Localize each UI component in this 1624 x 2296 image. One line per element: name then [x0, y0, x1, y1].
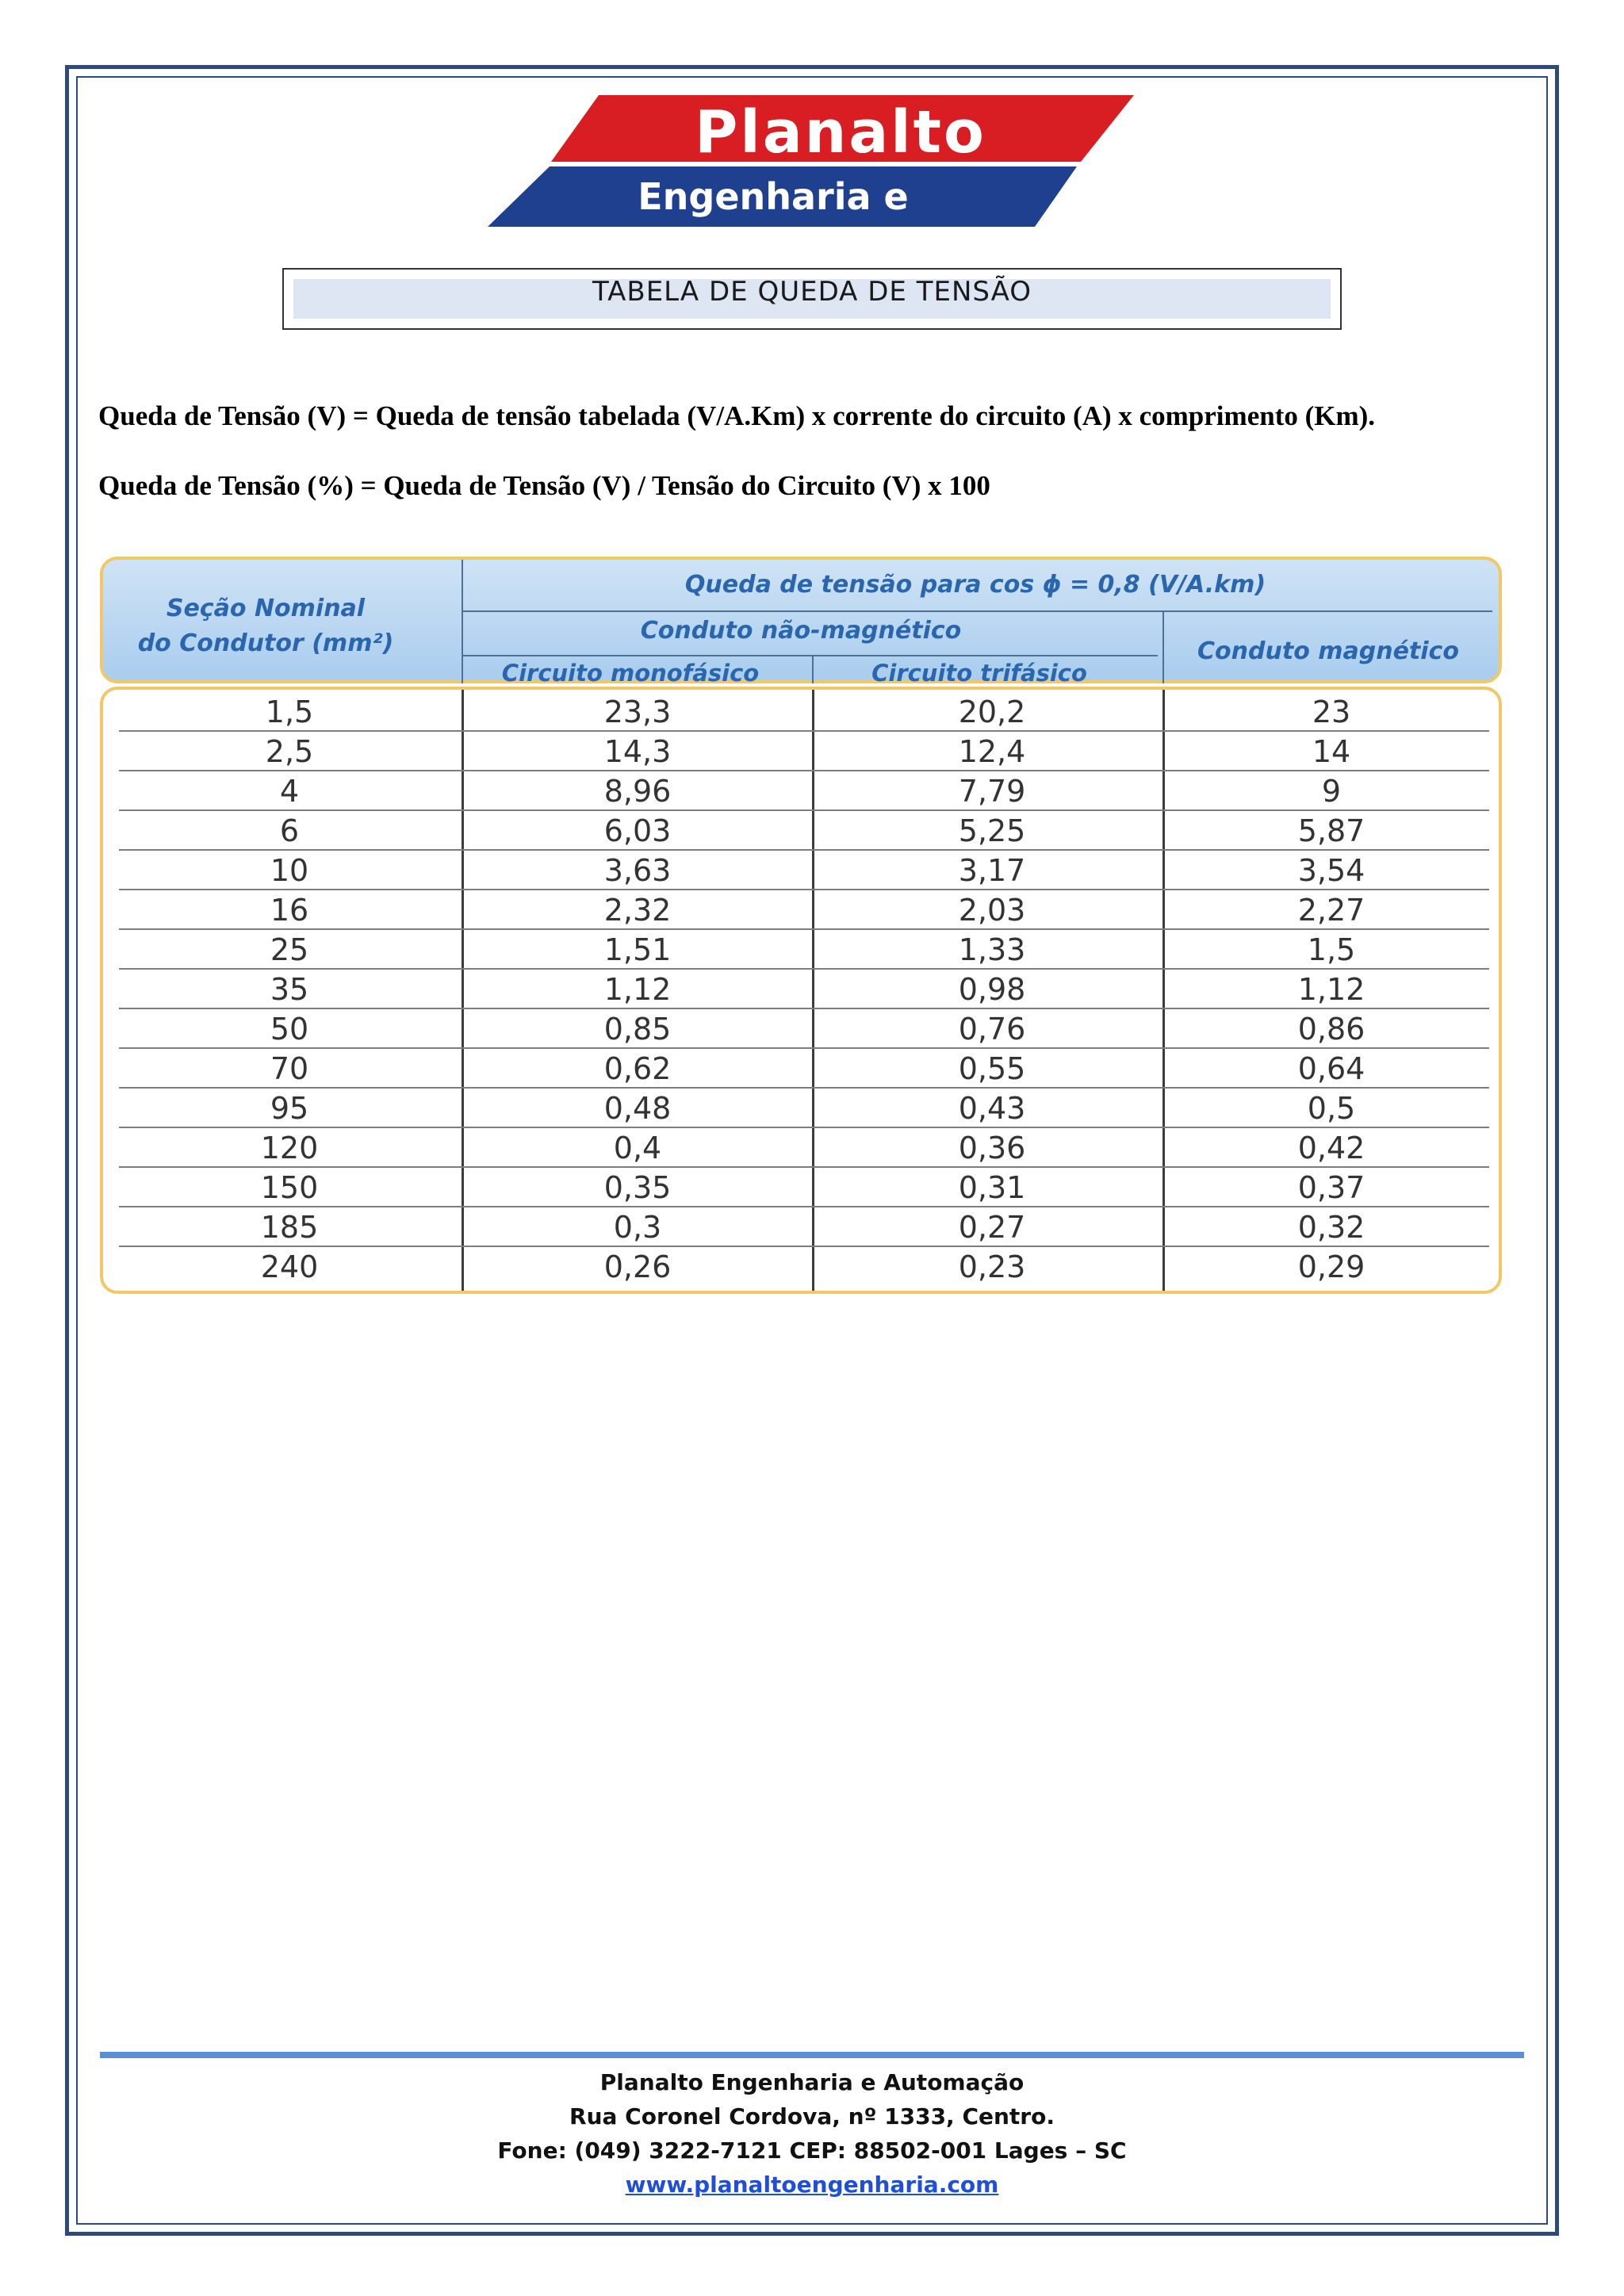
table-row: [119, 850, 1489, 890]
title-box: [282, 268, 1342, 330]
header-queda-tensao: Queda de tensão para cos ϕ = 0,8 (V/A.km): [684, 571, 1266, 599]
header-conduto-magnetico: Conduto magnético: [1197, 637, 1459, 665]
formula-voltage-drop-percent: Queda de Tensão (%) = Queda de Tensão (V) / Tensão do Circuito (V) x 100: [98, 470, 990, 501]
cell-monofasico: 0,3: [613, 1210, 662, 1245]
footer-company: Planalto Engenharia e Automação: [599, 2069, 1025, 2095]
cell-monofasico: 0,4: [613, 1131, 662, 1165]
cell-trifasico: 12,4: [958, 734, 1026, 769]
cell-secao: 240: [260, 1249, 319, 1284]
cell-secao: 35: [270, 972, 309, 1007]
footer-website-link[interactable]: www.planaltoengenharia.com: [625, 2172, 999, 2198]
cell-magnetico: 1,5: [1307, 932, 1356, 967]
cell-magnetico: 2,27: [1297, 893, 1365, 928]
cell-magnetico: 0,29: [1297, 1249, 1365, 1284]
header-secao-nominal: [127, 591, 404, 661]
cell-secao: 4: [279, 774, 300, 809]
cell-secao: 16: [270, 893, 309, 928]
cell-trifasico: 20,2: [958, 695, 1026, 729]
cell-monofasico: 0,85: [603, 1012, 672, 1047]
cell-magnetico: 9: [1321, 774, 1342, 809]
cell-magnetico: 0,32: [1297, 1210, 1365, 1245]
company-logo: [488, 95, 1138, 266]
cell-monofasico: 6,03: [603, 813, 672, 848]
table-row: [119, 929, 1489, 969]
cell-monofasico: 8,96: [603, 774, 672, 809]
cell-monofasico: 1,12: [603, 972, 672, 1007]
cell-trifasico: 0,43: [958, 1091, 1026, 1126]
cell-magnetico: 0,42: [1297, 1131, 1365, 1165]
header-divider: [462, 610, 1492, 612]
cell-secao: 25: [270, 932, 309, 967]
table-row: [119, 1207, 1489, 1246]
cell-magnetico: 1,12: [1297, 972, 1365, 1007]
cell-trifasico: 0,76: [958, 1012, 1026, 1047]
cell-monofasico: 23,3: [603, 695, 672, 729]
cell-secao: 120: [260, 1131, 319, 1165]
cell-trifasico: 0,31: [958, 1170, 1026, 1205]
cell-monofasico: 3,63: [603, 853, 672, 888]
table-row: [119, 969, 1489, 1008]
header-column-divider: [462, 560, 463, 683]
cell-secao: 185: [260, 1210, 319, 1245]
table-row: [119, 691, 1489, 731]
cell-secao: 95: [270, 1091, 309, 1126]
table-row: [119, 1246, 1489, 1286]
header-secao-line2: do Condutor (mm²): [137, 629, 394, 657]
cell-magnetico: 0,37: [1297, 1170, 1365, 1205]
cell-trifasico: 0,27: [958, 1210, 1026, 1245]
cell-magnetico: 23: [1312, 695, 1351, 729]
cell-monofasico: 14,3: [603, 734, 672, 769]
cell-monofasico: 0,35: [603, 1170, 672, 1205]
cell-trifasico: 2,03: [958, 893, 1026, 928]
header-secao-line1: Seção Nominal: [166, 595, 366, 622]
cell-magnetico: 0,86: [1297, 1012, 1365, 1047]
header-circuito-trifasico: Circuito trifásico: [871, 660, 1087, 687]
footer-phone: Fone: (049) 3222-7121 CEP: 88502-001 Lages – SC: [497, 2137, 1127, 2164]
logo-text-subtitle: Engenharia e Automação: [638, 175, 909, 266]
cell-monofasico: 0,48: [603, 1091, 672, 1126]
table-row: [119, 1088, 1489, 1127]
footer-address: Rua Coronel Cordova, nº 1333, Centro.: [569, 2103, 1055, 2130]
cell-trifasico: 0,55: [958, 1051, 1026, 1086]
cell-magnetico: 0,64: [1297, 1051, 1365, 1086]
cell-magnetico: 14: [1312, 734, 1351, 769]
cell-monofasico: 0,62: [603, 1051, 672, 1086]
header-column-divider: [812, 655, 814, 683]
table-row: [119, 890, 1489, 929]
cell-trifasico: 0,98: [958, 972, 1026, 1007]
table-row: [119, 731, 1489, 771]
cell-trifasico: 5,25: [958, 813, 1026, 848]
cell-trifasico: 0,23: [958, 1249, 1026, 1284]
logo-text-planalto: Planalto: [695, 98, 986, 166]
cell-magnetico: 3,54: [1297, 853, 1365, 888]
cell-monofasico: 1,51: [603, 932, 672, 967]
table-body: [100, 687, 1502, 1294]
cell-trifasico: 1,33: [958, 932, 1026, 967]
table-row: [119, 1048, 1489, 1088]
cell-monofasico: 2,32: [603, 893, 672, 928]
cell-secao: 10: [270, 853, 309, 888]
cell-magnetico: 5,87: [1297, 813, 1365, 848]
cell-trifasico: 0,36: [958, 1131, 1026, 1165]
header-circuito-monofasico: Circuito monofásico: [501, 660, 760, 687]
footer-divider: [100, 2052, 1524, 2058]
table-row: [119, 1127, 1489, 1167]
cell-secao: 70: [270, 1051, 309, 1086]
voltage-drop-table: [100, 557, 1502, 1294]
table-header: [100, 557, 1502, 687]
cell-secao: 2,5: [265, 734, 314, 769]
cell-secao: 50: [270, 1012, 309, 1047]
cell-secao: 6: [279, 813, 300, 848]
cell-trifasico: 7,79: [958, 774, 1026, 809]
table-row: [119, 771, 1489, 810]
table-row: [119, 810, 1489, 850]
table-row: [119, 1008, 1489, 1048]
header-divider: [462, 655, 1158, 656]
cell-magnetico: 0,5: [1307, 1091, 1356, 1126]
cell-secao: 150: [260, 1170, 319, 1205]
header-conduto-nao-magnetico: Conduto não-magnético: [640, 617, 962, 645]
page-title: TABELA DE QUEDA DE TENSÃO: [592, 276, 1032, 308]
formula-voltage-drop: Queda de Tensão (V) = Queda de tensão tabelada (V/A.Km) x corrente do circuito (A) x comprimento (Km).: [98, 400, 1376, 431]
cell-secao: 1,5: [265, 695, 314, 729]
table-row: [119, 1167, 1489, 1207]
cell-trifasico: 3,17: [958, 853, 1026, 888]
cell-monofasico: 0,26: [603, 1249, 672, 1284]
header-column-divider: [1162, 610, 1164, 683]
